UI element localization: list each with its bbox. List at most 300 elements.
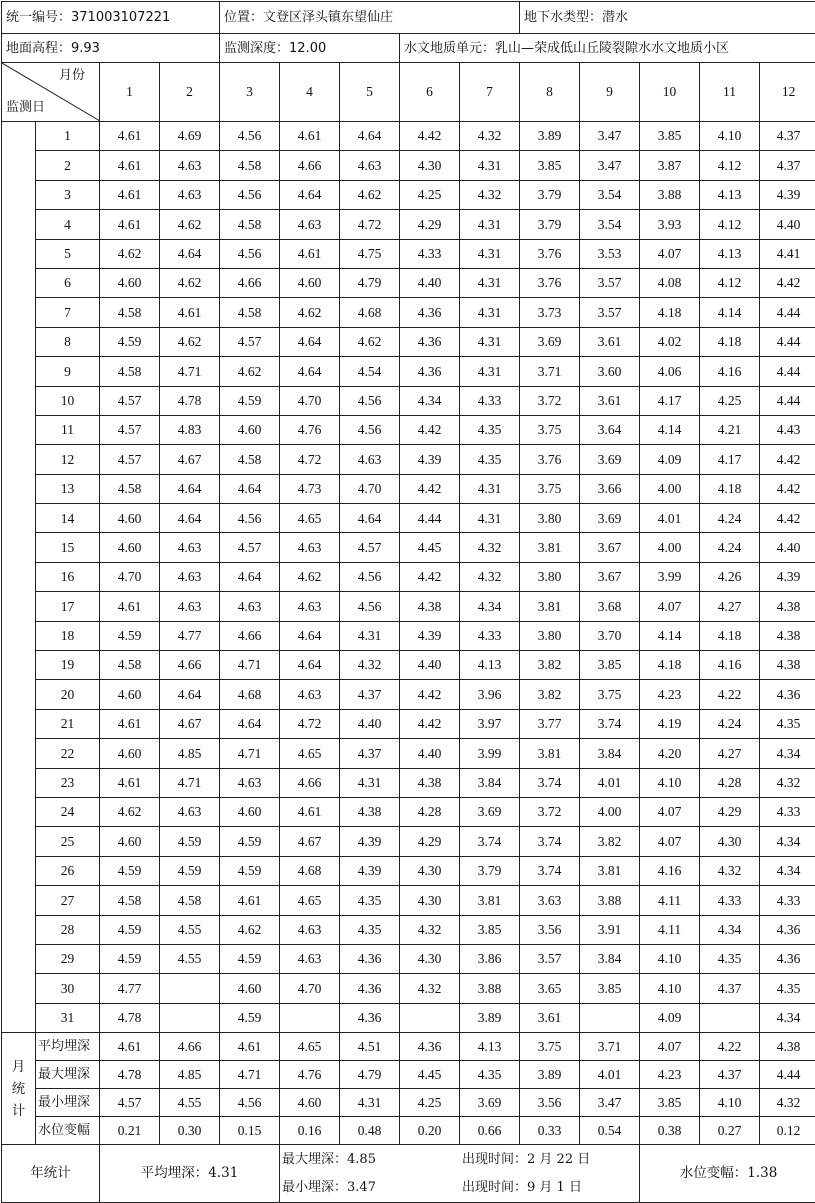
- day-cell: 28: [36, 915, 100, 944]
- value-cell: 3.74: [580, 709, 640, 738]
- spacer-cell: [2, 445, 36, 474]
- value-cell: 4.72: [340, 210, 400, 239]
- value-cell: 3.99: [640, 562, 700, 591]
- value-cell: 4.58: [220, 151, 280, 180]
- value-cell: 4.59: [220, 944, 280, 973]
- value-cell: 3.76: [520, 445, 580, 474]
- value-cell: 4.35: [700, 944, 760, 973]
- value-cell: 4.58: [100, 298, 160, 327]
- value-cell: 4.01: [580, 768, 640, 797]
- spacer-cell: [2, 651, 36, 680]
- stats-value-cell: 4.22: [700, 1033, 760, 1061]
- value-cell: 4.56: [220, 180, 280, 209]
- value-cell: 4.63: [280, 533, 340, 562]
- value-cell: 4.42: [760, 268, 815, 297]
- spacer-cell: [2, 915, 36, 944]
- day-cell: 9: [36, 357, 100, 386]
- value-cell: 3.65: [520, 974, 580, 1003]
- stats-label: 平均埋深: [36, 1033, 100, 1061]
- stats-value-cell: 4.78: [100, 1061, 160, 1089]
- value-cell: 4.62: [160, 210, 220, 239]
- value-cell: 4.14: [700, 298, 760, 327]
- value-cell: 4.31: [460, 357, 520, 386]
- value-cell: 3.54: [580, 210, 640, 239]
- spacer-cell: [2, 210, 36, 239]
- spacer-cell: [2, 562, 36, 591]
- table-row: [2, 562, 815, 591]
- value-cell: 4.31: [460, 151, 520, 180]
- value-cell: 3.56: [520, 915, 580, 944]
- spacer-cell: [2, 856, 36, 885]
- value-cell: 4.35: [340, 886, 400, 915]
- day-cell: 8: [36, 327, 100, 356]
- value-cell: 4.42: [400, 709, 460, 738]
- value-cell: 4.63: [160, 533, 220, 562]
- value-cell: [400, 1003, 460, 1032]
- day-cell: 5: [36, 239, 100, 268]
- value-cell: 4.63: [280, 210, 340, 239]
- value-cell: 4.64: [340, 122, 400, 151]
- month-header: 8: [520, 63, 580, 122]
- value-cell: 3.82: [520, 680, 580, 709]
- value-cell: 3.66: [580, 474, 640, 503]
- value-cell: 4.42: [400, 680, 460, 709]
- value-cell: 4.64: [340, 504, 400, 533]
- value-cell: 4.25: [400, 180, 460, 209]
- value-cell: 4.32: [460, 533, 520, 562]
- value-cell: 4.40: [760, 210, 815, 239]
- value-cell: 4.33: [760, 797, 815, 826]
- value-cell: 4.78: [160, 386, 220, 415]
- stats-value-cell: 4.76: [280, 1061, 340, 1089]
- value-cell: 4.33: [400, 239, 460, 268]
- value-cell: 4.38: [760, 621, 815, 650]
- value-cell: 4.62: [340, 180, 400, 209]
- value-cell: 4.44: [760, 386, 815, 415]
- value-cell: 4.33: [700, 886, 760, 915]
- value-cell: 4.56: [340, 415, 400, 444]
- value-cell: 3.71: [520, 357, 580, 386]
- stats-value-cell: 4.13: [460, 1033, 520, 1061]
- value-cell: 4.08: [640, 268, 700, 297]
- spacer-cell: [2, 180, 36, 209]
- spacer-cell: [2, 1003, 36, 1032]
- spacer-cell: [2, 533, 36, 562]
- spacer-cell: [2, 592, 36, 621]
- value-cell: 4.36: [340, 944, 400, 973]
- value-cell: 3.81: [520, 592, 580, 621]
- value-cell: 3.85: [520, 151, 580, 180]
- value-cell: 3.81: [460, 886, 520, 915]
- value-cell: 3.69: [520, 327, 580, 356]
- month-header: 2: [160, 63, 220, 122]
- value-cell: 4.77: [100, 974, 160, 1003]
- value-cell: 4.57: [220, 327, 280, 356]
- value-cell: 4.34: [700, 915, 760, 944]
- value-cell: 4.26: [700, 562, 760, 591]
- value-cell: 3.77: [520, 709, 580, 738]
- value-cell: 4.33: [460, 621, 520, 650]
- table-row: [2, 827, 815, 856]
- day-cell: 6: [36, 268, 100, 297]
- value-cell: 4.31: [340, 621, 400, 650]
- value-cell: 4.59: [160, 856, 220, 885]
- value-cell: 4.61: [220, 886, 280, 915]
- value-cell: 3.47: [580, 122, 640, 151]
- value-cell: 4.75: [340, 239, 400, 268]
- day-cell: 30: [36, 974, 100, 1003]
- value-cell: 4.09: [640, 445, 700, 474]
- value-cell: 4.43: [760, 415, 815, 444]
- value-cell: 4.64: [220, 709, 280, 738]
- value-cell: 4.18: [640, 298, 700, 327]
- value-cell: 3.47: [580, 151, 640, 180]
- value-cell: 3.69: [580, 445, 640, 474]
- table-row: [2, 915, 815, 944]
- stats-row: [2, 1089, 815, 1117]
- table-row: [2, 504, 815, 533]
- value-cell: 3.75: [580, 680, 640, 709]
- value-cell: 4.17: [640, 386, 700, 415]
- month-header: 3: [220, 63, 280, 122]
- value-cell: 4.62: [340, 327, 400, 356]
- yearly-max-time: 出现时间：2 月 22 日: [462, 1153, 590, 1166]
- day-cell: 31: [36, 1003, 100, 1032]
- stats-value-cell: 4.01: [580, 1061, 640, 1089]
- value-cell: 4.69: [160, 122, 220, 151]
- stats-value-cell: 4.38: [760, 1033, 815, 1061]
- value-cell: 4.57: [100, 386, 160, 415]
- stats-label: 最大埋深: [36, 1061, 100, 1089]
- stats-value-cell: 4.57: [100, 1089, 160, 1117]
- value-cell: 4.42: [760, 504, 815, 533]
- value-cell: 4.12: [700, 210, 760, 239]
- table-row: [2, 1003, 815, 1032]
- value-cell: 4.59: [160, 827, 220, 856]
- value-cell: 4.13: [700, 180, 760, 209]
- value-cell: 4.71: [220, 739, 280, 768]
- value-cell: 4.10: [640, 974, 700, 1003]
- table-row: [2, 856, 815, 885]
- value-cell: 4.33: [460, 386, 520, 415]
- spacer-cell: [2, 827, 36, 856]
- value-cell: 4.71: [220, 651, 280, 680]
- value-cell: 4.31: [460, 474, 520, 503]
- yearly-extremes-box: [280, 1145, 639, 1202]
- value-cell: 4.34: [460, 592, 520, 621]
- value-cell: 4.59: [220, 827, 280, 856]
- value-cell: 4.45: [400, 533, 460, 562]
- value-cell: 4.67: [160, 709, 220, 738]
- value-cell: 4.28: [700, 768, 760, 797]
- value-cell: 3.88: [580, 886, 640, 915]
- value-cell: 4.70: [280, 974, 340, 1003]
- value-cell: 4.13: [700, 239, 760, 268]
- value-cell: 4.18: [700, 327, 760, 356]
- value-cell: 4.62: [220, 357, 280, 386]
- value-cell: 4.60: [220, 415, 280, 444]
- day-cell: 27: [36, 886, 100, 915]
- value-cell: 4.63: [220, 768, 280, 797]
- monitoring-depth: 监测深度：12.00: [220, 34, 400, 63]
- stats-value-cell: 3.89: [520, 1061, 580, 1089]
- value-cell: 4.28: [400, 797, 460, 826]
- value-cell: 4.77: [160, 621, 220, 650]
- value-cell: 4.58: [220, 298, 280, 327]
- yearly-min-time: 出现时间：9 月 1 日: [462, 1181, 582, 1194]
- value-cell: 4.39: [340, 856, 400, 885]
- value-cell: 3.74: [460, 827, 520, 856]
- table-row: [2, 386, 815, 415]
- value-cell: 4.62: [100, 239, 160, 268]
- value-cell: 4.56: [340, 386, 400, 415]
- value-cell: 4.61: [280, 797, 340, 826]
- stats-value-cell: 0.16: [280, 1117, 340, 1145]
- value-cell: 4.30: [400, 886, 460, 915]
- value-cell: 4.72: [280, 445, 340, 474]
- value-cell: 4.14: [640, 621, 700, 650]
- value-cell: 4.11: [640, 915, 700, 944]
- value-cell: 4.61: [100, 709, 160, 738]
- value-cell: [160, 1003, 220, 1032]
- stats-value-cell: 0.15: [220, 1117, 280, 1145]
- value-cell: 4.44: [400, 504, 460, 533]
- yearly-row: [2, 1145, 815, 1203]
- value-cell: 4.36: [760, 944, 815, 973]
- stats-value-cell: 0.12: [760, 1117, 815, 1145]
- day-cell: 14: [36, 504, 100, 533]
- value-cell: 4.54: [340, 357, 400, 386]
- day-cell: 12: [36, 445, 100, 474]
- value-cell: 4.18: [700, 621, 760, 650]
- value-cell: 4.21: [700, 415, 760, 444]
- value-cell: 3.68: [580, 592, 640, 621]
- value-cell: 4.33: [760, 886, 815, 915]
- value-cell: 4.29: [700, 797, 760, 826]
- value-cell: 4.64: [220, 474, 280, 503]
- value-cell: 4.61: [160, 298, 220, 327]
- day-cell: 29: [36, 944, 100, 973]
- value-cell: 4.67: [280, 827, 340, 856]
- value-cell: 4.34: [760, 856, 815, 885]
- value-cell: 4.37: [700, 974, 760, 1003]
- value-cell: 3.57: [580, 298, 640, 327]
- stats-value-cell: 3.56: [520, 1089, 580, 1117]
- spacer-cell: [2, 386, 36, 415]
- value-cell: 4.34: [760, 739, 815, 768]
- value-cell: 4.16: [700, 651, 760, 680]
- value-cell: 4.85: [160, 739, 220, 768]
- day-cell: 23: [36, 768, 100, 797]
- value-cell: 4.38: [400, 768, 460, 797]
- value-cell: 4.42: [400, 562, 460, 591]
- value-cell: 3.74: [520, 856, 580, 885]
- yearly-extremes: [280, 1145, 640, 1203]
- value-cell: 3.81: [580, 856, 640, 885]
- value-cell: 4.63: [160, 180, 220, 209]
- value-cell: 4.31: [460, 504, 520, 533]
- header-row-1: [2, 2, 815, 34]
- value-cell: 4.39: [400, 621, 460, 650]
- value-cell: 4.13: [460, 651, 520, 680]
- value-cell: 4.64: [160, 680, 220, 709]
- table-row: [2, 709, 815, 738]
- value-cell: 3.70: [580, 621, 640, 650]
- value-cell: 4.63: [340, 151, 400, 180]
- value-cell: 4.37: [760, 122, 815, 151]
- spacer-cell: [2, 239, 36, 268]
- value-cell: 4.59: [100, 944, 160, 973]
- value-cell: 4.31: [460, 239, 520, 268]
- value-cell: 4.57: [100, 415, 160, 444]
- value-cell: 4.39: [340, 827, 400, 856]
- table-row: [2, 210, 815, 239]
- stats-value-cell: 4.85: [160, 1061, 220, 1089]
- value-cell: 4.64: [280, 327, 340, 356]
- value-cell: 3.79: [520, 180, 580, 209]
- stats-label-char: 统: [2, 1078, 35, 1100]
- value-cell: 3.67: [580, 533, 640, 562]
- value-cell: 4.63: [160, 592, 220, 621]
- value-cell: 4.42: [760, 445, 815, 474]
- value-cell: 4.30: [400, 151, 460, 180]
- value-cell: 4.34: [400, 386, 460, 415]
- table-row: [2, 239, 815, 268]
- value-cell: 4.63: [280, 592, 340, 621]
- stats-value-cell: 0.30: [160, 1117, 220, 1145]
- stats-value-cell: 4.07: [640, 1033, 700, 1061]
- yearly-label: 年统计: [2, 1145, 100, 1203]
- value-cell: 3.85: [580, 651, 640, 680]
- day-cell: 22: [36, 739, 100, 768]
- day-cell: 21: [36, 709, 100, 738]
- value-cell: 3.85: [580, 974, 640, 1003]
- day-cell: 16: [36, 562, 100, 591]
- value-cell: 3.88: [460, 974, 520, 1003]
- value-cell: 3.75: [520, 415, 580, 444]
- value-cell: 4.58: [220, 210, 280, 239]
- value-cell: 4.83: [160, 415, 220, 444]
- stats-value-cell: 0.38: [640, 1117, 700, 1145]
- value-cell: 4.32: [400, 974, 460, 1003]
- value-cell: 4.27: [700, 592, 760, 621]
- value-cell: 4.24: [700, 504, 760, 533]
- value-cell: 3.87: [640, 151, 700, 180]
- table-row: [2, 445, 815, 474]
- spacer-cell: [2, 504, 36, 533]
- value-cell: 4.60: [280, 268, 340, 297]
- value-cell: 4.70: [280, 386, 340, 415]
- value-cell: 4.59: [100, 327, 160, 356]
- value-cell: 3.72: [520, 386, 580, 415]
- value-cell: 4.38: [340, 797, 400, 826]
- value-cell: 4.22: [700, 680, 760, 709]
- value-cell: 4.07: [640, 592, 700, 621]
- table-row: [2, 768, 815, 797]
- value-cell: 3.84: [460, 768, 520, 797]
- value-cell: 4.62: [160, 327, 220, 356]
- table-row: [2, 739, 815, 768]
- station-id: 统一编号：371003107221: [2, 2, 220, 34]
- stats-value-cell: 0.27: [700, 1117, 760, 1145]
- value-cell: 3.97: [460, 709, 520, 738]
- groundwater-type: 地下水类型：潜水: [520, 2, 815, 34]
- value-cell: 4.61: [100, 180, 160, 209]
- table-row: [2, 886, 815, 915]
- value-cell: 4.63: [340, 445, 400, 474]
- stats-value-cell: 4.51: [340, 1033, 400, 1061]
- value-cell: 4.56: [220, 504, 280, 533]
- table-row: [2, 151, 815, 180]
- hydrogeologic-unit: 水文地质单元：乳山—荣成低山丘陵裂隙水水文地质小区: [400, 34, 815, 63]
- value-cell: 3.53: [580, 239, 640, 268]
- value-cell: 4.63: [160, 562, 220, 591]
- value-cell: 4.38: [400, 592, 460, 621]
- value-cell: 4.59: [100, 621, 160, 650]
- value-cell: 4.60: [100, 739, 160, 768]
- value-cell: 3.75: [520, 474, 580, 503]
- value-cell: 4.72: [280, 709, 340, 738]
- month-header-row: [2, 63, 815, 122]
- value-cell: 4.36: [400, 327, 460, 356]
- value-cell: 4.12: [700, 151, 760, 180]
- value-cell: [580, 1003, 640, 1032]
- value-cell: 4.29: [400, 827, 460, 856]
- groundwater-table: [1, 1, 815, 1203]
- value-cell: 4.36: [760, 680, 815, 709]
- stats-label: 最小埋深: [36, 1089, 100, 1117]
- value-cell: 4.36: [340, 1003, 400, 1032]
- value-cell: 3.61: [580, 386, 640, 415]
- value-cell: 4.30: [700, 827, 760, 856]
- stats-value-cell: 4.10: [700, 1089, 760, 1117]
- value-cell: 4.00: [580, 797, 640, 826]
- value-cell: 4.07: [640, 827, 700, 856]
- day-cell: 26: [36, 856, 100, 885]
- stats-row: [2, 1033, 815, 1061]
- value-cell: 4.35: [460, 445, 520, 474]
- value-cell: 4.63: [280, 680, 340, 709]
- value-cell: 3.54: [580, 180, 640, 209]
- value-cell: 4.02: [640, 327, 700, 356]
- stats-value-cell: 3.47: [580, 1089, 640, 1117]
- stats-value-cell: 4.44: [760, 1061, 815, 1089]
- value-cell: 3.80: [520, 621, 580, 650]
- value-cell: 4.57: [100, 445, 160, 474]
- value-cell: 4.64: [160, 239, 220, 268]
- stats-value-cell: 4.32: [760, 1089, 815, 1117]
- value-cell: 4.59: [100, 856, 160, 885]
- day-cell: 10: [36, 386, 100, 415]
- spacer-cell: [2, 680, 36, 709]
- stats-row: [2, 1061, 815, 1089]
- value-cell: 4.64: [280, 651, 340, 680]
- month-header: 5: [340, 63, 400, 122]
- value-cell: 4.32: [460, 562, 520, 591]
- value-cell: 4.32: [700, 856, 760, 885]
- table-row: [2, 651, 815, 680]
- table-row: [2, 268, 815, 297]
- value-cell: [700, 1003, 760, 1032]
- value-cell: 3.61: [520, 1003, 580, 1032]
- value-cell: 4.56: [220, 239, 280, 268]
- value-cell: 4.59: [220, 1003, 280, 1032]
- table-row: [2, 180, 815, 209]
- value-cell: 4.64: [160, 504, 220, 533]
- value-cell: 4.60: [100, 680, 160, 709]
- value-cell: 4.35: [760, 974, 815, 1003]
- stats-value-cell: 3.71: [580, 1033, 640, 1061]
